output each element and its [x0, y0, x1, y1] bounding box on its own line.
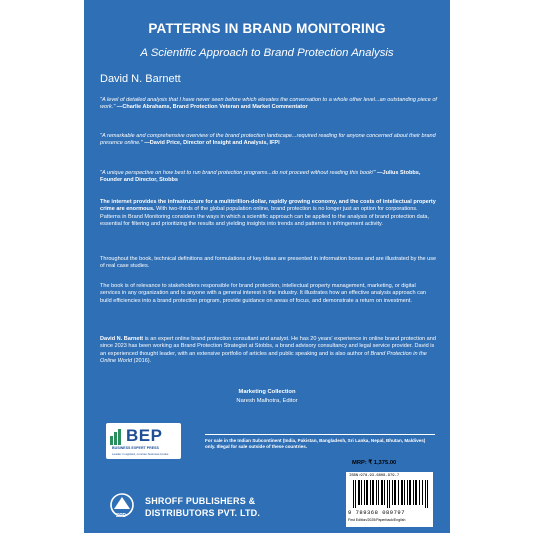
publisher-line-1: SHROFF PUBLISHERS & — [145, 496, 256, 506]
bio-text: is an expert online brand protection consultant and analyst. He has 20 years' experience in online brand protection and since 2023 has been working as Brand Protection Strategist at Stobbs, a brand advisory consultancy and legal service provider. David is an experienced thought leader, with an extensive portfolio of articles and public speaking and is also author of — [100, 336, 436, 357]
barcode — [346, 472, 433, 527]
bio-name: David N. Barnett — [100, 336, 144, 342]
collection-title: Marketing Collection — [238, 389, 296, 395]
description-paragraph-2: Throughout the book, technical definitions and formulations of key ideas are presented in information boxes and are illustrated by the use of real case studies. — [100, 256, 437, 270]
quote-attribution: —Julius Stobbs, Founder and Director, Stobbs — [100, 170, 421, 184]
isbn-digits: 9 789368 089797 — [348, 509, 406, 516]
author-bio — [100, 336, 437, 366]
quote-3 — [100, 170, 437, 185]
quote-text: "A level of detailed analysis that I have never seen before which elevates the conversation to a whole other level...an outstanding piece of work." — [100, 97, 437, 111]
bep-tagline: Leader in applied, concise business books — [112, 452, 169, 456]
quote-2 — [100, 133, 437, 148]
publisher-line-2: DISTRIBUTORS PVT. LTD. — [145, 508, 261, 518]
bio-book-title: Brand Protection in the Online World — [100, 350, 427, 365]
book-subtitle: A Scientific Approach to Brand Protection Analysis — [140, 47, 394, 59]
publisher-name — [145, 495, 260, 519]
book-title: PATTERNS IN BRAND MONITORING — [148, 21, 386, 36]
quote-1 — [100, 97, 437, 112]
collection-editor: Naresh Malhotra, Editor — [236, 398, 298, 404]
edition-info: First Edition/2025/Paperback/English — [348, 518, 406, 522]
description-paragraph-3: The book is of relevance to stakeholders responsible for brand protection, intellectual property management, marketing, or digital services in any organization and to anyone with a general interest in the industry. It illustrates how an effective analysis approach can build efficiencies into a brand protection program, provide guidance on areas of focus, and demonstrate a return on investment. — [100, 283, 427, 304]
description-paragraph-1 — [100, 199, 437, 229]
bep-bars-icon — [110, 429, 124, 445]
quote-attribution: —David Price, Director of Insight and Analysis, IFPI — [144, 140, 280, 147]
quote-text: "A unique perspective on how best to run brand protection programs...do not proceed without reading this book!" — [100, 170, 376, 176]
bep-logo-text: BEP — [126, 426, 163, 445]
lead-rest: With two-thirds of the global population online, brand protection is no longer just an option for corporations. Patterns in Brand Monitoring considers the ways in which a scientific approach can be applied to the analysis of brand protection data, essential for filtering and prioritizing the results and yielding insights into trends and patterns in infringement activity. — [100, 206, 429, 228]
sale-notice: For sale in the Indian Subcontinent (India, Pakistan, Bangladesh, Sri Lanka, Nepal, Bhutan, Maldives) only. Illegal for sale outside of these countries. — [205, 434, 435, 450]
mrp-price: MRP: ₹ 1,375.00 — [352, 460, 397, 466]
quote-text: "A remarkable and comprehensive overview of the brand protection landscape...required reading for anyone concerned about their brand presence online." — [100, 133, 436, 147]
author-name: David N. Barnett — [100, 73, 181, 85]
bep-logo — [106, 423, 181, 459]
bio-text-end: (2016). — [132, 358, 152, 365]
barcode-bars-icon — [353, 480, 429, 508]
back-cover — [84, 0, 450, 533]
isbn-label: ISBN:978-93-6808-979-7 — [349, 474, 400, 478]
quote-attribution: —Charlie Abrahams, Brand Protection Veteran and Market Commentator — [116, 104, 308, 111]
lead-bold: The internet provides the infrastructure for a multitrillion-dollar, rapidly growing economy, and the costs of intellectual property crime are enormous. — [100, 199, 436, 213]
spd-logo-text: SPD — [115, 513, 127, 519]
bep-name: BUSINESS EXPERT PRESS — [112, 446, 159, 450]
